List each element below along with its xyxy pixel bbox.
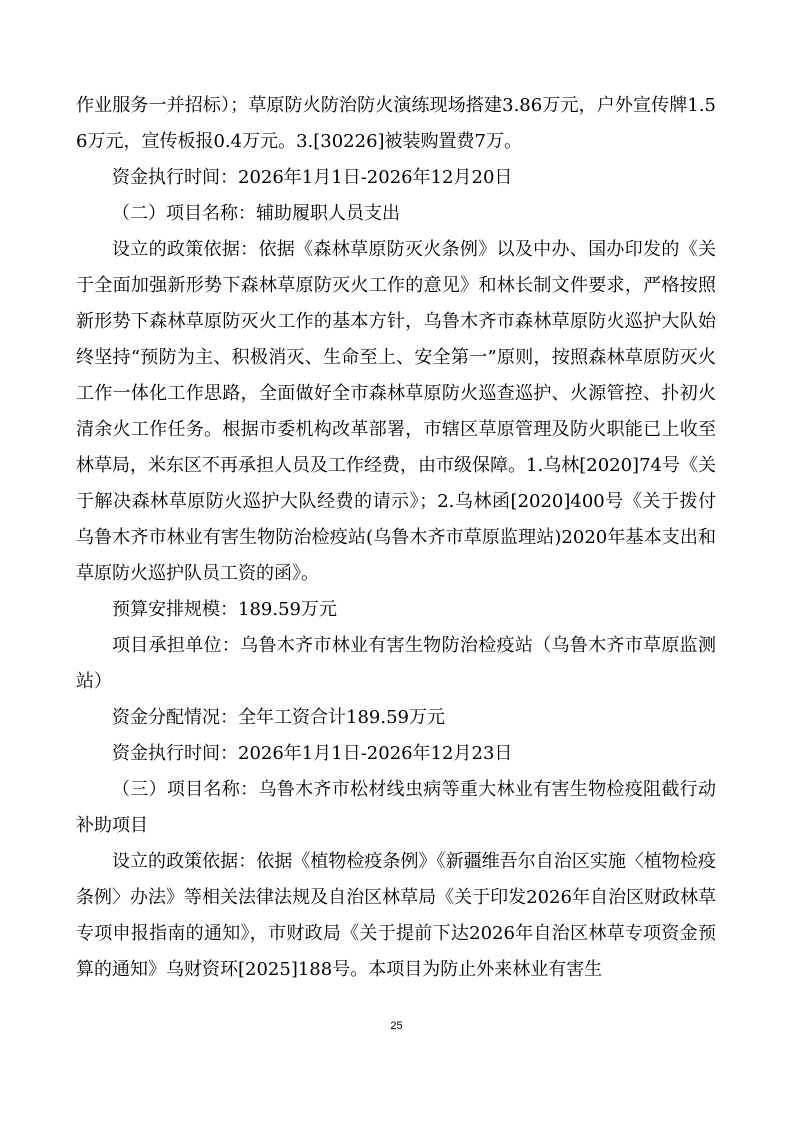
section-heading-3: （三）项目名称：乌鲁木齐市松材线虫病等重大林业有害生物检疫阻截行动补助项目 [76,779,716,836]
section-heading-2: （二）项目名称：辅助履职人员支出 [112,203,400,224]
paragraph-execution-time-1: 资金执行时间：2026年1月1日-2026年12月20日 [112,167,513,188]
paragraph-policy-basis-2: 设立的政策依据：依据《森林草原防灭火条例》以及中办、国办印发的《关于全面加强新形势下森林草原防灭火工作的意见》和林长制文件要求，严格按照新形势下森林草原防灭火工作的基本方针，乌鲁木齐市森林草原防火巡护大队始终坚持“预防为主、积极消灭、生命至上、安全第一”原则，按照森林草原防灭火工作一体化工作思路，全面做好全市森林草原防火巡查巡护、火源管控、扑初火清余火工作任务。根据市委机构改革部署，市辖区草原管理及防火职能已上收至林草局，米东区不再承担人员及工作经费，由市级保障。1.乌林[2020]74号《关于解决森林草原防火巡护大队经费的请示》；2.乌林函[2020]400号《关于拨付乌鲁木齐市林业有害生物防治检疫站(乌鲁木齐市草原监理站)2020年基本支出和草原防火巡护队员工资的函》。 [76,239,716,584]
paragraph-continuation: 作业服务一并招标）；草原防火防治防火演练现场搭建3.86万元，户外宣传牌1.56万元，宣传板报0.4万元。3.[30226]被装购置费7万。 [76,95,716,152]
paragraph-policy-basis-3: 设立的政策依据：依据《植物检疫条例》《新疆维吾尔自治区实施〈植物检疫条例〉办法》等相关法律法规及自治区林草局《关于印发2026年自治区财政林草专项申报指南的通知》，市财政局《关于提前下达2026年自治区林草专项资金预算的通知》乌财资环[2025]188号。本项目为防止外来林业有害生 [76,851,716,980]
paragraph-undertaking-unit: 项目承担单位：乌鲁木齐市林业有害生物防治检疫站（乌鲁木齐市草原监测站） [76,635,716,692]
paragraph-fund-allocation: 资金分配情况：全年工资合计189.59万元 [112,707,445,728]
page-number: 25 [390,1020,403,1032]
body-text [76,88,716,988]
paragraph-execution-time-2: 资金执行时间：2026年1月1日-2026年12月23日 [112,743,513,764]
paragraph-budget-scale: 预算安排规模：189.59万元 [112,599,337,620]
